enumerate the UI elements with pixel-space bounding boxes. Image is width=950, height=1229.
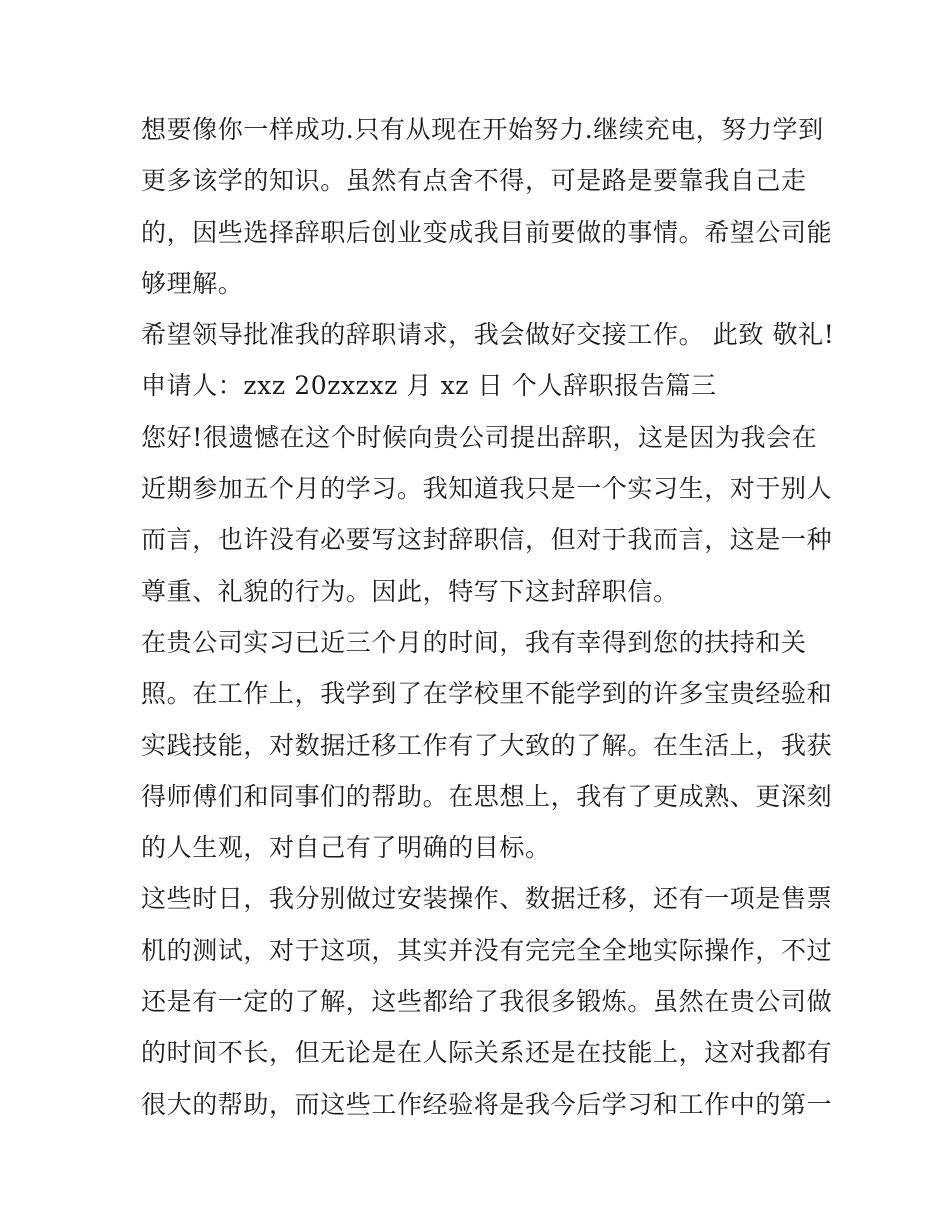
text-line: 得师傅们和同事们的帮助。在思想上，我有了更成熟、更深刻 bbox=[141, 781, 833, 811]
text-line: 尊重、礼貌的行为。因此，特写下这封辞职信。 bbox=[141, 576, 679, 606]
text-line: 希望领导批准我的辞职请求，我会做好交接工作。 此致 敬礼! bbox=[141, 320, 835, 350]
text-line: 而言，也许没有必要写这封辞职信，但对于我而言，这是一种 bbox=[141, 525, 833, 555]
text-line: 的人生观，对自己有了明确的目标。 bbox=[141, 833, 551, 863]
text-line: 还是有一定的了解，这些都给了我很多锻炼。虽然在贵公司做 bbox=[141, 987, 833, 1017]
text-line: 够理解。 bbox=[141, 268, 244, 298]
document-body bbox=[141, 104, 835, 1130]
text-line: 的时间不长，但无论是在人际关系还是在技能上，这对我都有 bbox=[141, 1038, 833, 1068]
text-line: 照。在工作上，我学到了在学校里不能学到的许多宝贵经验和 bbox=[141, 679, 833, 709]
text-line: 更多该学的知识。虽然有点舍不得，可是路是要靠我自己走 bbox=[141, 166, 807, 196]
text-line: 很大的帮助，而这些工作经验将是我今后学习和工作中的第一 bbox=[141, 1089, 833, 1119]
text-line: 这些时日，我分别做过安装操作、数据迁移，还有一项是售票 bbox=[141, 884, 833, 914]
text-line: 的，因些选择辞职后创业变成我目前要做的事情。希望公司能 bbox=[141, 217, 833, 247]
text-line: 您好!很遗憾在这个时候向贵公司提出辞职，这是因为我会在 bbox=[141, 422, 818, 452]
text-line: 在贵公司实习已近三个月的时间，我有幸得到您的扶持和关 bbox=[141, 627, 807, 657]
text-line: 近期参加五个月的学习。我知道我只是一个实习生，对于别人 bbox=[141, 474, 833, 504]
text-line: 实践技能，对数据迁移工作有了大致的了解。在生活上，我获 bbox=[141, 730, 833, 760]
text-line: 想要像你一样成功.只有从现在开始努力.继续充电，努力学到 bbox=[141, 115, 824, 144]
text-line: 机的测试，对于这项，其实并没有完完全全地实际操作，不过 bbox=[141, 935, 833, 965]
text-line: 申请人：zxz 20zxzxz 月 xz 日 个人辞职报告篇三 bbox=[141, 371, 717, 401]
